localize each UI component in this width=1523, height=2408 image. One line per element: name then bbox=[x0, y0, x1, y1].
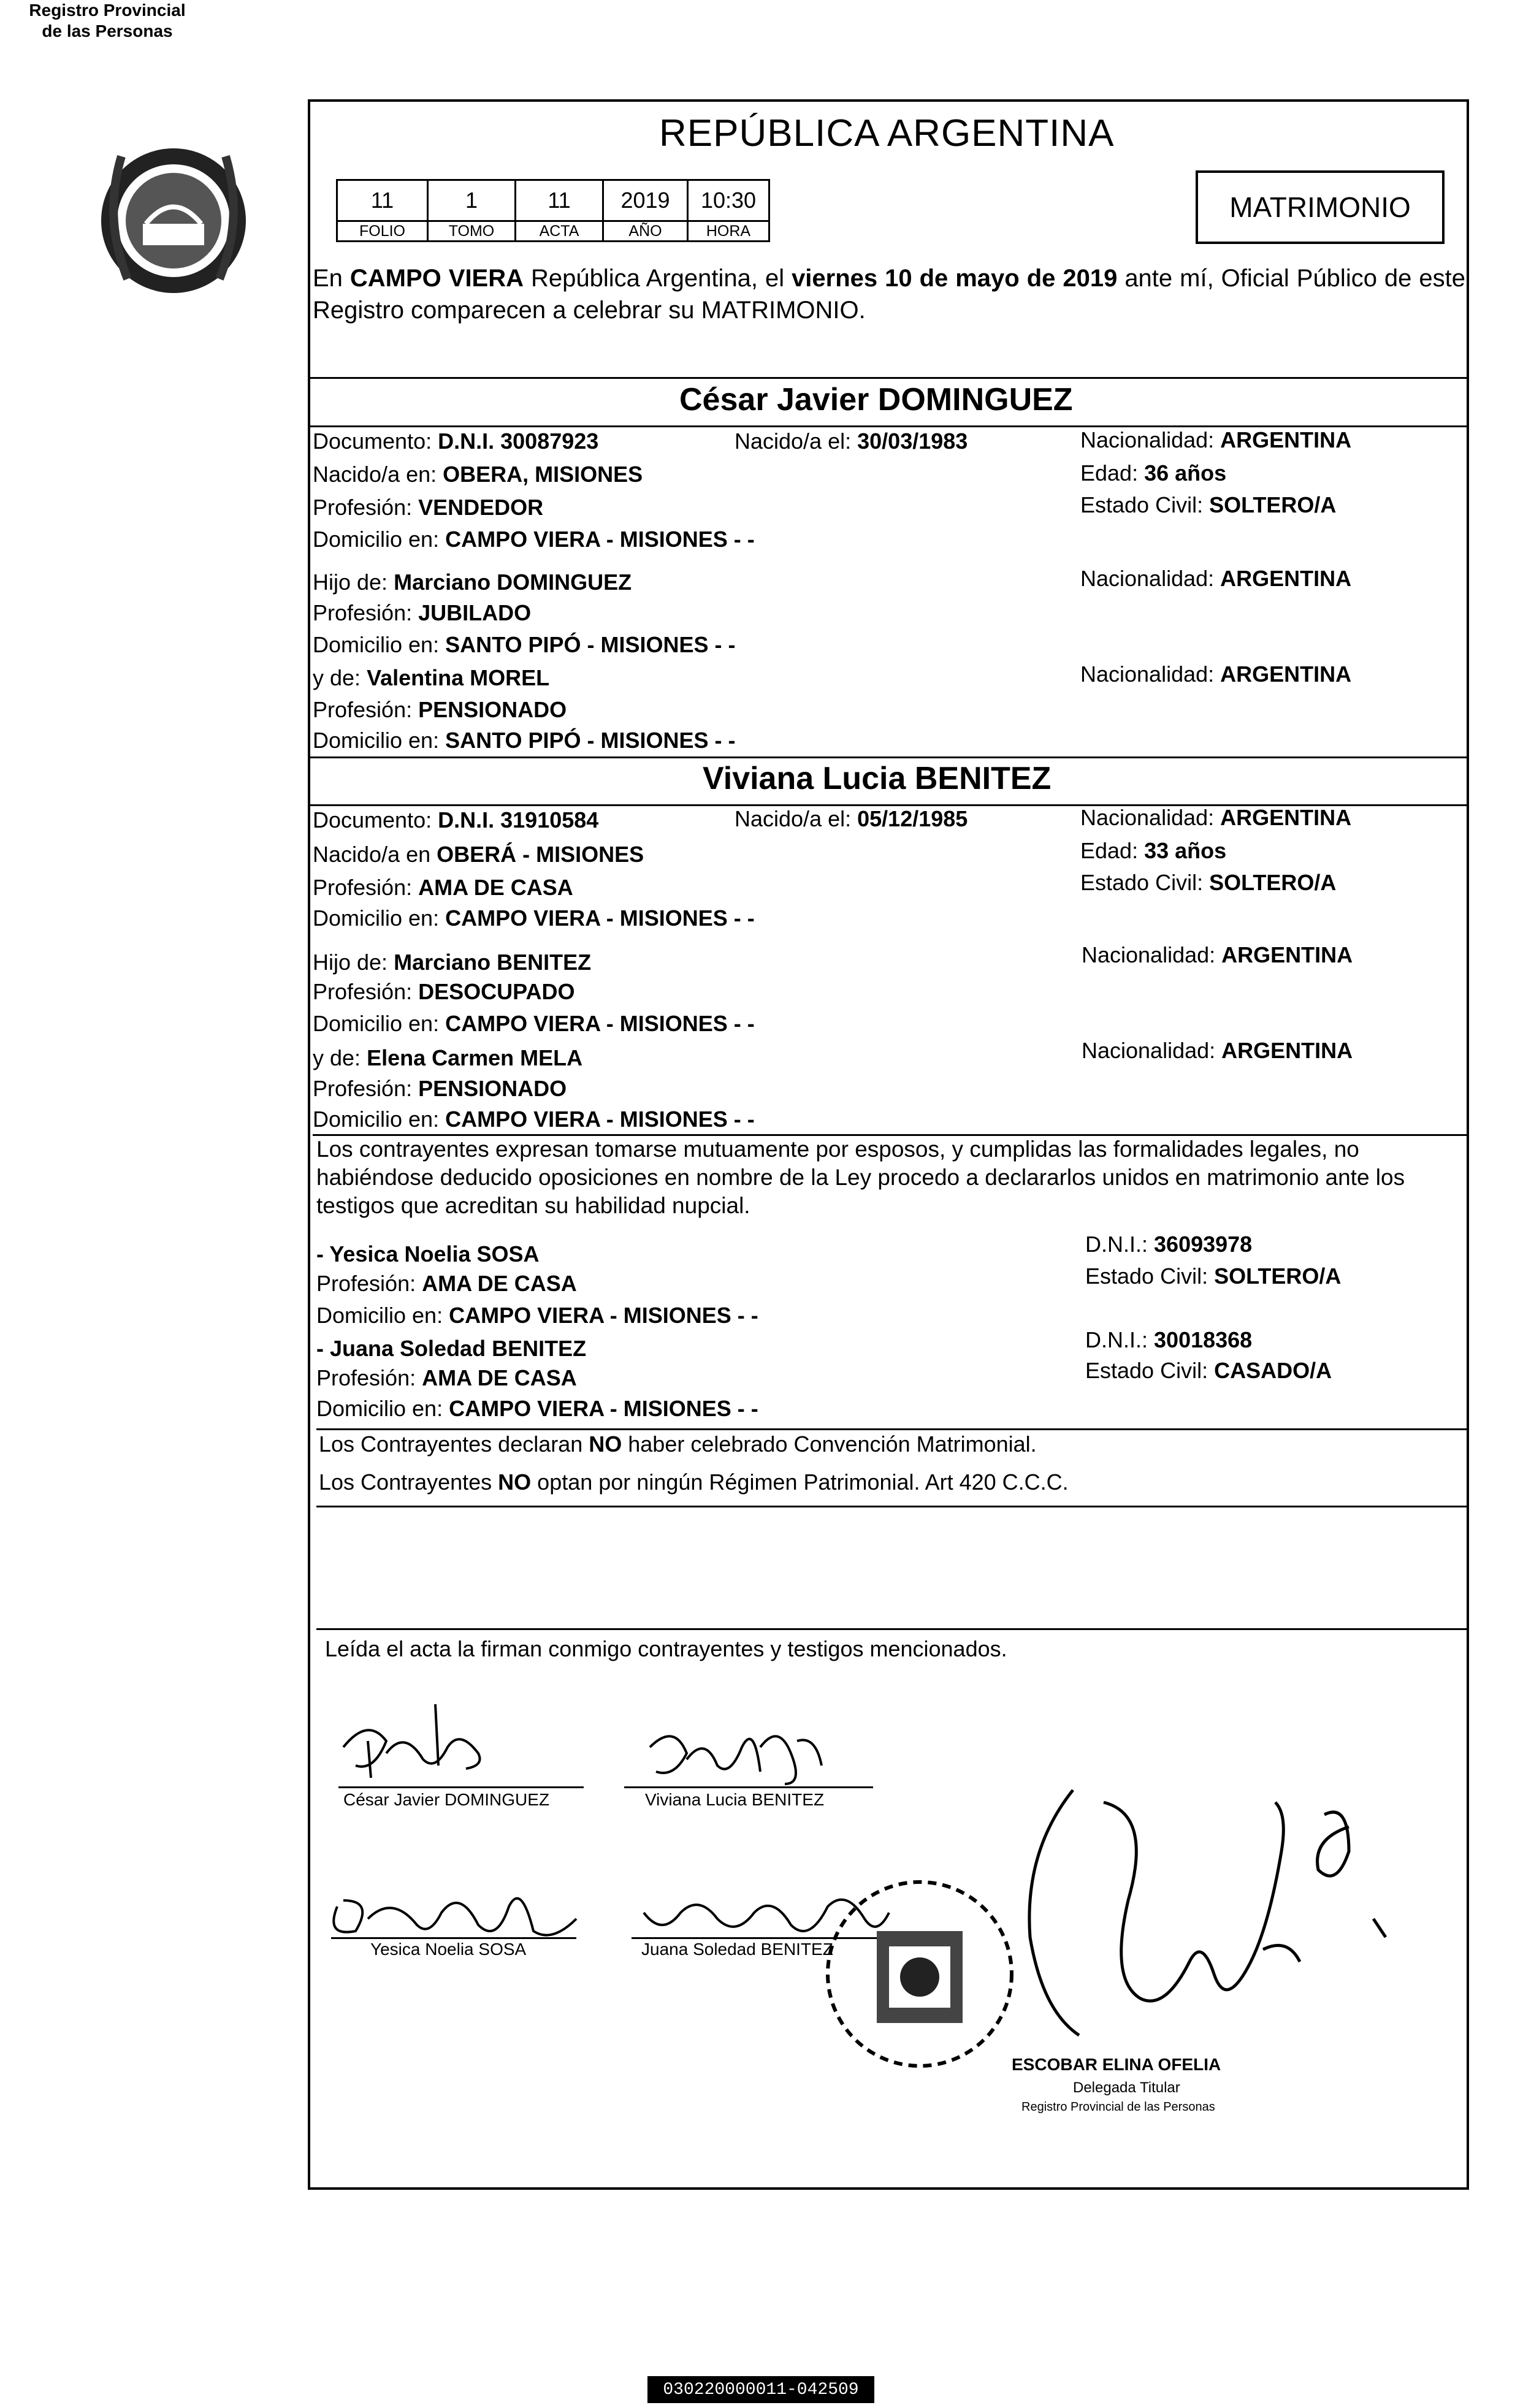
witness1-civil-status: Estado Civil: SOLTERO/A bbox=[1085, 1263, 1342, 1289]
groom-signature-label: César Javier DOMINGUEZ bbox=[343, 1790, 550, 1809]
hora-label: HORA bbox=[688, 221, 769, 242]
bride-civil-status: Estado Civil: SOLTERO/A bbox=[1080, 870, 1337, 895]
witness1-domicile: Domicilio en: CAMPO VIERA - MISIONES - - bbox=[316, 1303, 758, 1328]
groom-name-heading: César Javier DOMINGUEZ bbox=[679, 382, 1073, 417]
groom-signature-line bbox=[338, 1786, 584, 1788]
page-title: REPÚBLICA ARGENTINA bbox=[659, 112, 1115, 154]
groom-mother-nationality: Nacionalidad: ARGENTINA bbox=[1080, 661, 1352, 687]
groom-nationality: Nacionalidad: ARGENTINA bbox=[1080, 427, 1352, 452]
bride-signature-line bbox=[624, 1786, 873, 1788]
witness2-domicile: Domicilio en: CAMPO VIERA - MISIONES - - bbox=[316, 1396, 758, 1421]
declaration-paragraph: Los contrayentes expresan tomarse mutuamente por esposos, y cumplidas las formalidades legales, no habiéndose deducido oposiciones en nombre de la Ley procedo a declararlos unidos en matrimonio ante los testigos que acreditan su habilidad nupcial. bbox=[316, 1137, 1405, 1218]
registry-table bbox=[336, 179, 770, 242]
witness2-name: - Juana Soledad BENITEZ bbox=[316, 1336, 587, 1361]
official-stamp-line3: Registro Provincial de las Personas bbox=[1021, 2100, 1215, 2114]
bride-domicile: Domicilio en: CAMPO VIERA - MISIONES - - bbox=[313, 905, 755, 931]
groom-father: Hijo de: Marciano DOMINGUEZ bbox=[313, 570, 632, 595]
act-type-box: MATRIMONIO bbox=[1196, 170, 1445, 244]
bride-age: Edad: 33 años bbox=[1080, 838, 1227, 863]
bride-father-domicile: Domicilio en: CAMPO VIERA - MISIONES - - bbox=[313, 1011, 755, 1036]
groom-signature bbox=[331, 1692, 503, 1796]
groom-age: Edad: 36 años bbox=[1080, 460, 1227, 486]
bride-profession: Profesión: AMA DE CASA bbox=[313, 875, 573, 900]
bride-father-profession: Profesión: DESOCUPADO bbox=[313, 979, 575, 1004]
groom-civil-status: Estado Civil: SOLTERO/A bbox=[1080, 492, 1337, 517]
ano-label: AÑO bbox=[603, 221, 688, 242]
closing-statement: Leída el acta la firman conmigo contrayentes y testigos mencionados. bbox=[325, 1636, 1007, 1661]
groom-mother-domicile: Domicilio en: SANTO PIPÓ - MISIONES - - bbox=[313, 728, 736, 753]
bride-document: Documento: D.N.I. 31910584 bbox=[313, 807, 599, 833]
groom-profession: Profesión: VENDEDOR bbox=[313, 495, 544, 520]
folio-value: 11 bbox=[337, 180, 428, 221]
bride-signature bbox=[638, 1710, 834, 1796]
bride-mother-profession: Profesión: PENSIONADO bbox=[313, 1076, 567, 1101]
tomo-value: 1 bbox=[428, 180, 516, 221]
divider bbox=[310, 377, 1467, 379]
witness2-profession: Profesión: AMA DE CASA bbox=[316, 1365, 577, 1390]
witness2-dni: D.N.I.: 30018368 bbox=[1085, 1327, 1253, 1352]
intro-paragraph: En CAMPO VIERA República Argentina, el viernes 10 de mayo de 2019 ante mí, Oficial Público de este Registro comparecen a celebrar su MATRIMONIO. bbox=[313, 265, 1465, 324]
witness1-signature-label: Yesica Noelia SOSA bbox=[370, 1940, 527, 1959]
groom-document: Documento: D.N.I. 30087923 bbox=[313, 429, 599, 454]
ano-value: 2019 bbox=[603, 180, 688, 221]
hora-value: 10:30 bbox=[688, 180, 769, 221]
witness2-civil-status: Estado Civil: CASADO/A bbox=[1085, 1358, 1332, 1383]
provincial-seal-logo bbox=[85, 132, 262, 310]
groom-father-profession: Profesión: JUBILADO bbox=[313, 600, 532, 625]
divider bbox=[316, 1506, 1467, 1507]
registry-caption bbox=[0, 0, 215, 42]
bride-nationality: Nacionalidad: ARGENTINA bbox=[1080, 805, 1352, 830]
convention-line1: Los Contrayentes declaran NO haber celebrado Convención Matrimonial. bbox=[319, 1431, 1037, 1457]
bride-mother-nationality: Nacionalidad: ARGENTINA bbox=[1082, 1038, 1353, 1063]
acta-value: 11 bbox=[516, 180, 603, 221]
acta-label: ACTA bbox=[516, 221, 603, 242]
official-stamp-line1: ESCOBAR ELINA OFELIA bbox=[1012, 2055, 1221, 2074]
bride-mother-domicile: Domicilio en: CAMPO VIERA - MISIONES - - bbox=[313, 1107, 755, 1132]
official-signature bbox=[1006, 1778, 1447, 2072]
bride-name-heading: Viviana Lucia BENITEZ bbox=[703, 761, 1052, 796]
groom-mother: y de: Valentina MOREL bbox=[313, 665, 550, 690]
bride-signature-label: Viviana Lucia BENITEZ bbox=[645, 1790, 825, 1809]
folio-label: FOLIO bbox=[337, 221, 428, 242]
bride-father: Hijo de: Marciano BENITEZ bbox=[313, 950, 592, 975]
registry-caption-line1: Registro Provincial bbox=[29, 1, 186, 20]
witness1-profession: Profesión: AMA DE CASA bbox=[316, 1271, 577, 1296]
official-stamp-line2: Delegada Titular bbox=[1073, 2079, 1180, 2096]
registry-caption-line2: de las Personas bbox=[42, 21, 173, 40]
witness1-signature-line bbox=[331, 1937, 576, 1939]
groom-father-domicile: Domicilio en: SANTO PIPÓ - MISIONES - - bbox=[313, 632, 736, 657]
groom-birth-place: Nacido/a en: OBERA, MISIONES bbox=[313, 462, 643, 487]
registry-official-stamp bbox=[809, 1839, 1030, 2109]
tomo-label: TOMO bbox=[428, 221, 516, 242]
bride-father-nationality: Nacionalidad: ARGENTINA bbox=[1082, 942, 1353, 967]
groom-domicile: Domicilio en: CAMPO VIERA - MISIONES - - bbox=[313, 527, 755, 552]
groom-father-nationality: Nacionalidad: ARGENTINA bbox=[1080, 566, 1352, 591]
witness1-dni: D.N.I.: 36093978 bbox=[1085, 1232, 1253, 1257]
witness1-name: - Yesica Noelia SOSA bbox=[316, 1241, 540, 1267]
divider bbox=[310, 756, 1467, 758]
witness2-signature-label: Juana Soledad BENITEZ bbox=[641, 1940, 833, 1959]
convention-line2: Los Contrayentes NO optan por ningún Régimen Patrimonial. Art 420 C.C.C. bbox=[319, 1469, 1069, 1495]
groom-mother-profession: Profesión: PENSIONADO bbox=[313, 697, 567, 722]
bride-mother: y de: Elena Carmen MELA bbox=[313, 1045, 583, 1070]
divider bbox=[316, 1628, 1467, 1630]
bride-birth-date: Nacido/a el: 05/12/1985 bbox=[735, 806, 968, 831]
divider bbox=[316, 1428, 1467, 1430]
document-code-footer: 030220000011-042509 bbox=[647, 2376, 874, 2403]
groom-birth-date: Nacido/a el: 30/03/1983 bbox=[735, 429, 968, 454]
bride-birth-place: Nacido/a en OBERÁ - MISIONES bbox=[313, 842, 644, 867]
